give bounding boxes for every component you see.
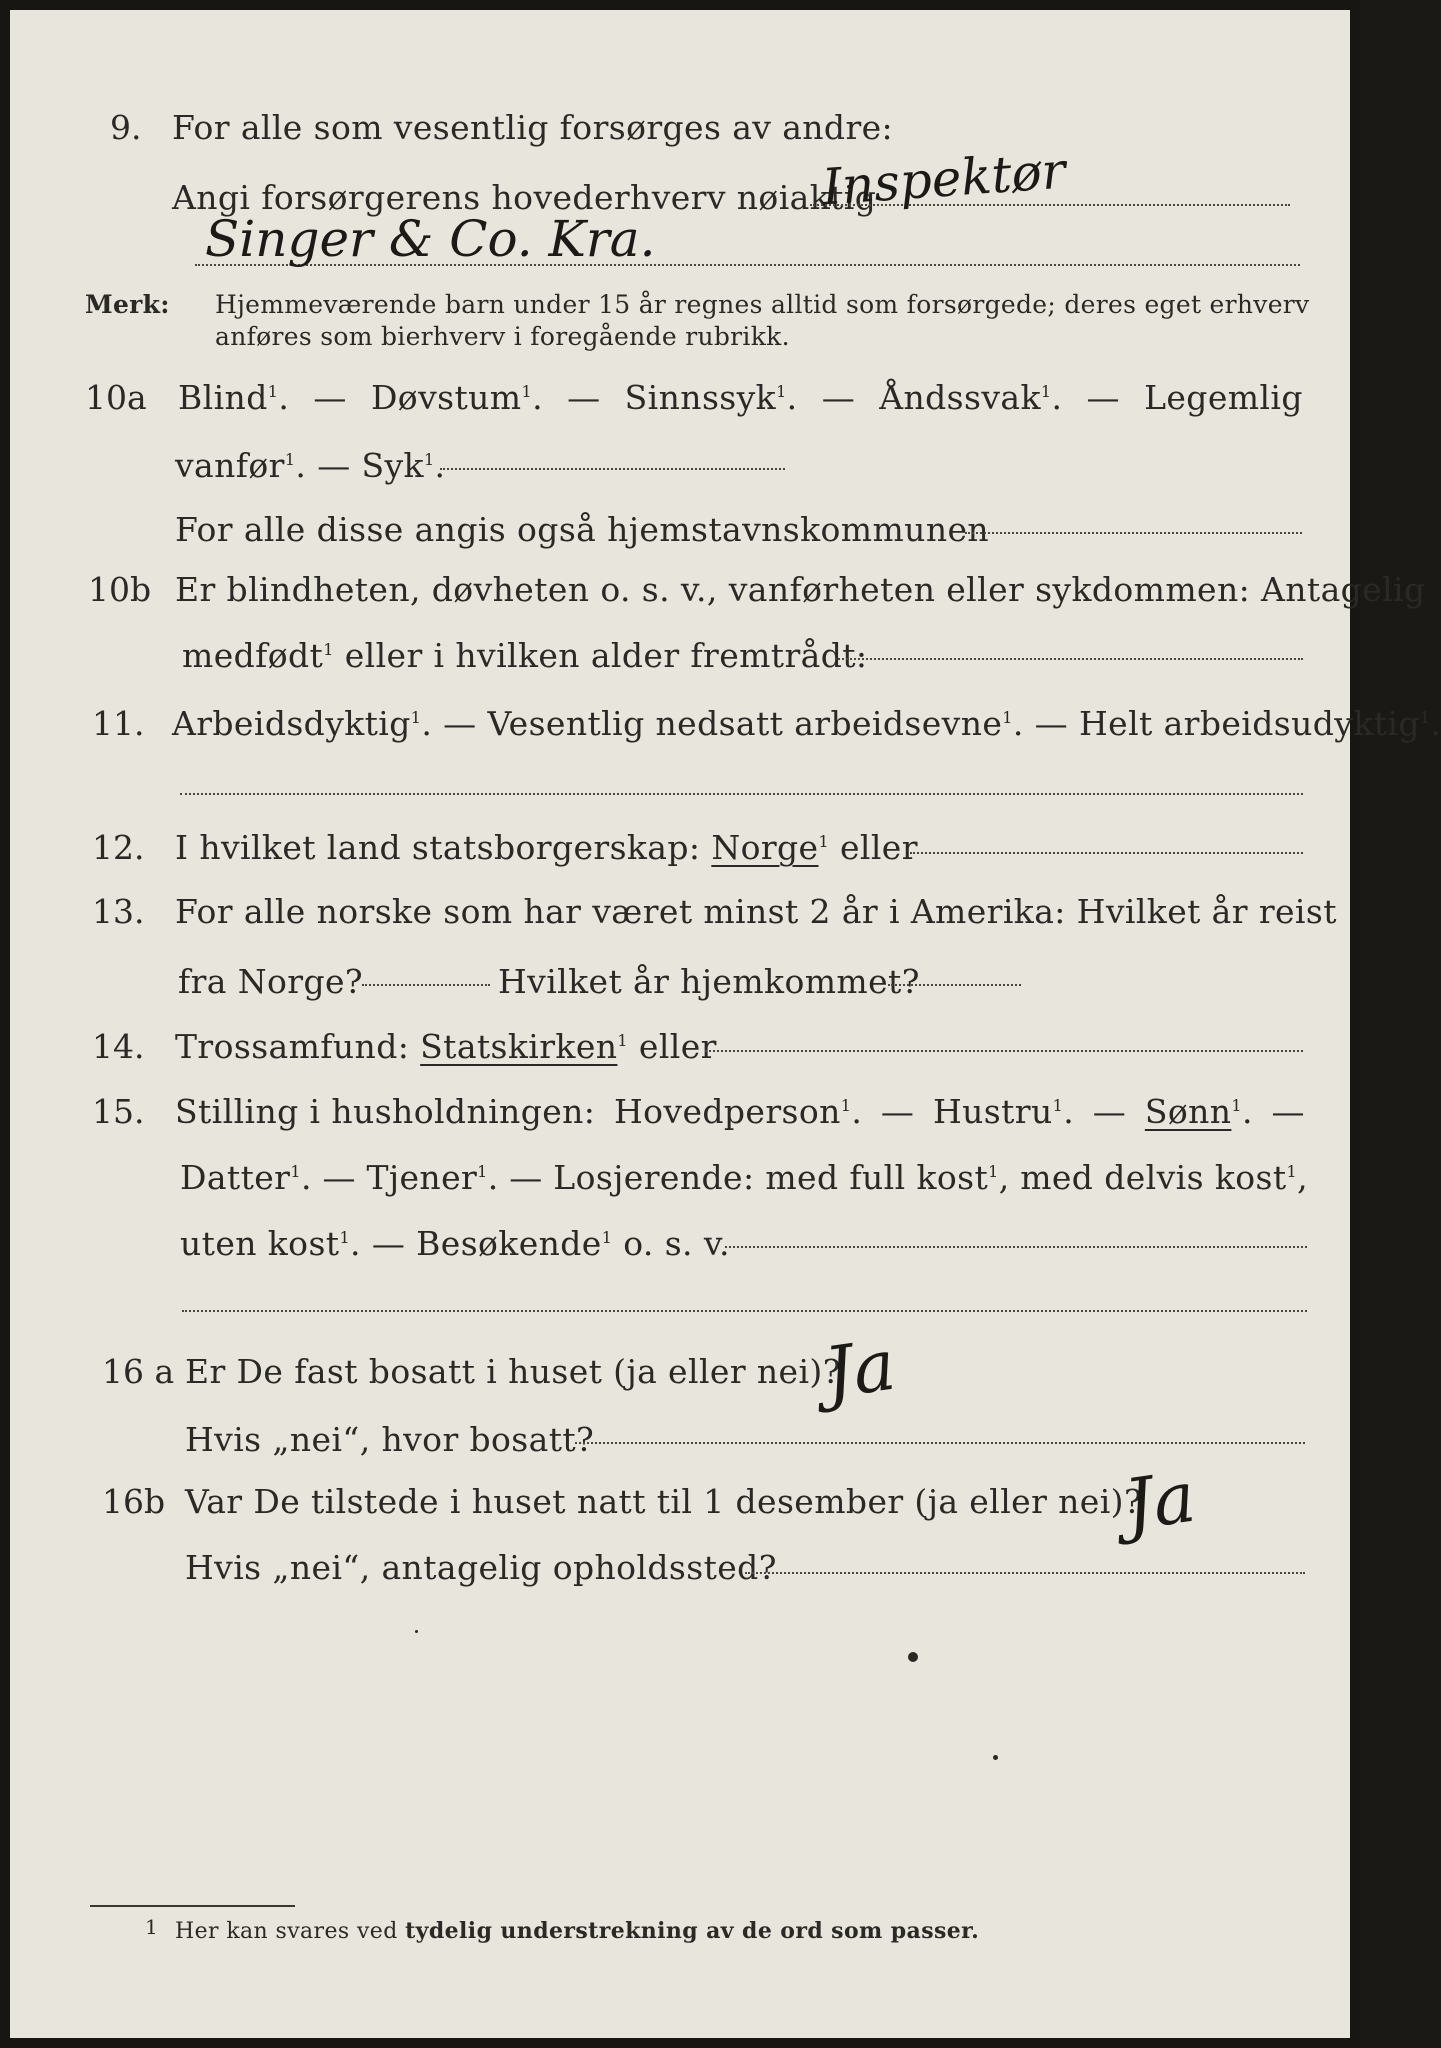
q10a-dash-1: — [313, 378, 347, 417]
q13-line1: For alle norske som har været minst 2 år i Amerika: Hvilket år reist [175, 892, 1337, 931]
q10a-syk: Syk$^1$. [361, 446, 446, 485]
q12-line: I hvilket land statsborgerskap: Norge$^1$ eller [175, 828, 918, 867]
q11-answer-line [180, 793, 1303, 795]
q10a-line2 [175, 446, 445, 485]
q16a-line2: Hvis „nei“, hvor bosatt? [185, 1420, 595, 1459]
q14-statskirken-underlined: Statskirken [420, 1027, 618, 1066]
q16a-answer-line [575, 1442, 1305, 1444]
ink-speck [908, 1652, 918, 1662]
q15-dash-6: — [371, 1224, 406, 1263]
q14-label: Trossamfund: [175, 1027, 410, 1066]
q13-fra-answer-line [362, 984, 490, 986]
q10b-answer-line [835, 658, 1303, 660]
q13-fra-norge: fra Norge? [178, 962, 364, 1001]
q15-extra-line [182, 1310, 1307, 1312]
q16b-number: 16b [102, 1482, 166, 1521]
q12-eller: eller [839, 828, 918, 867]
q9-number: 9. [110, 108, 142, 147]
q10a-hjemstavn-line [965, 532, 1302, 534]
q15-uten: uten kost$^1$. [180, 1224, 361, 1263]
q16a-handwritten-answer: Ja [819, 1323, 901, 1415]
ink-speck [415, 1630, 418, 1633]
q15-label: Stilling i husholdningen: [175, 1092, 596, 1131]
q9-handwritten-employer: Singer & Co. Kra. [205, 210, 656, 268]
q11-dash-1: — [443, 704, 477, 743]
q15-tjener: Tjener$^1$. [366, 1158, 499, 1197]
footnote-bold: tydelig understrekning av de ord som passer. [405, 1918, 980, 1944]
q11-line1 [172, 704, 1441, 743]
q15-number: 15. [92, 1092, 145, 1131]
q16b-handwritten-answer: Ja [1119, 1455, 1201, 1547]
q12-norge-underlined: Norge [711, 828, 819, 867]
q10a-line1 [178, 378, 1303, 417]
q15-losjerende: Losjerende: med full kost$^1$, [553, 1158, 1010, 1197]
q10a-dash-4: — [1086, 378, 1120, 417]
merk-label: Merk: [85, 290, 170, 319]
footnote-plain: Her kan svares ved [175, 1919, 398, 1944]
q14-line: Trossamfund: Statskirken$^1$ eller [175, 1027, 717, 1066]
footnote-text [175, 1918, 979, 1944]
q15-besokende: Besøkende$^1$ [416, 1224, 613, 1263]
q15-dash-5: — [509, 1158, 543, 1197]
q11-udyktig: Helt arbeidsudyktig$^1$. [1078, 704, 1441, 743]
q10a-line3: For alle disse angis også hjemstavnskommunen [175, 510, 990, 549]
q16b-line2: Hvis „nei“, antagelig opholdssted? [185, 1548, 777, 1587]
q9-line1: For alle som vesentlig forsørges av andre: [172, 108, 894, 147]
q9-handwritten-occupation: Inspektør [820, 141, 1068, 217]
q15-sonn: Sønn$^1$. [1144, 1092, 1253, 1131]
q15-osv: o. s. v. [623, 1224, 730, 1263]
q15-line1 [175, 1092, 1305, 1131]
q10a-answer-line [440, 468, 785, 470]
q10a-vanfor: vanfør$^1$. [175, 446, 307, 485]
q15-hovedperson: Hovedperson$^1$. [613, 1092, 863, 1131]
q10a-dovstum: Døvstum$^1$. [370, 378, 543, 417]
q15-datter: Datter$^1$. [180, 1158, 312, 1197]
q10b-line2-rest: eller i hvilken alder fremtrådt: [344, 636, 868, 675]
q13-number: 13. [92, 892, 145, 931]
q15-delvis: med delvis kost$^1$, [1020, 1158, 1308, 1197]
footnote-mark: 1 [145, 1915, 159, 1939]
q14-answer-line [705, 1050, 1303, 1052]
q10a-blind: Blind$^1$. [178, 378, 290, 417]
q11-nedsatt: Vesentlig nedsatt arbeidsevne$^1$. [487, 704, 1024, 743]
q10a-dash-3: — [821, 378, 856, 417]
q13-hjemkommet: Hvilket år hjemkommet? [498, 962, 920, 1001]
q15-line2 [180, 1158, 1308, 1197]
merk-line1: Hjemmeværende barn under 15 år regnes alltid som forsørgede; deres eget erhverv [215, 290, 1310, 319]
q10a-dash-5: — [317, 446, 351, 485]
q10a-andssvak: Åndssvak$^1$. [879, 378, 1063, 417]
q11-arbeidsdyktig: Arbeidsdyktig$^1$. [172, 704, 433, 743]
q15-dash-3: — [1271, 1092, 1305, 1131]
q16b-line1: Var De tilstede i huset natt til 1 desember (ja eller nei)? [185, 1482, 1143, 1521]
q15-hustru: Hustru$^1$. [932, 1092, 1075, 1131]
q16a-line1: Er De fast bosatt i huset (ja eller nei)? [185, 1352, 841, 1391]
q9-line2: Angi forsørgerens hovederhverv nøiaktig [172, 178, 877, 217]
ink-speck [993, 1755, 998, 1760]
footnote-rule [90, 1905, 295, 1907]
q10b-medfodt: medfødt$^1$ [182, 636, 334, 675]
q10a-dash-2: — [567, 378, 601, 417]
q11-dash-2: — [1034, 704, 1069, 743]
q10a-sinnssyk: Sinnssyk$^1$. [624, 378, 798, 417]
q10b-line1: Er blindheten, døvheten o. s. v., vanførheten eller sykdommen: Antagelig [175, 570, 1426, 609]
merk-line2: anføres som bierhverv i foregående rubrikk. [215, 322, 790, 351]
q10a-legemlig: Legemlig [1144, 378, 1303, 417]
q10b-line2 [182, 636, 867, 675]
q14-number: 14. [92, 1027, 145, 1066]
q15-dash-2: — [1092, 1092, 1127, 1131]
q10a-number: 10a [85, 378, 147, 417]
q14-eller: eller [638, 1027, 717, 1066]
q11-number: 11. [92, 704, 145, 743]
q16a-number: 16 a [102, 1352, 175, 1391]
q12-number: 12. [92, 828, 145, 867]
q12-answer-line [910, 852, 1303, 854]
q15-answer-line [725, 1246, 1307, 1248]
q12-question: I hvilket land statsborgerskap: [175, 828, 701, 867]
q15-line3 [180, 1224, 730, 1263]
q15-dash-4: — [322, 1158, 356, 1197]
q13-hjem-answer-line [888, 984, 1021, 986]
q15-dash-1: — [880, 1092, 915, 1131]
q16b-answer-line [745, 1572, 1305, 1574]
q10b-number: 10b [88, 570, 152, 609]
